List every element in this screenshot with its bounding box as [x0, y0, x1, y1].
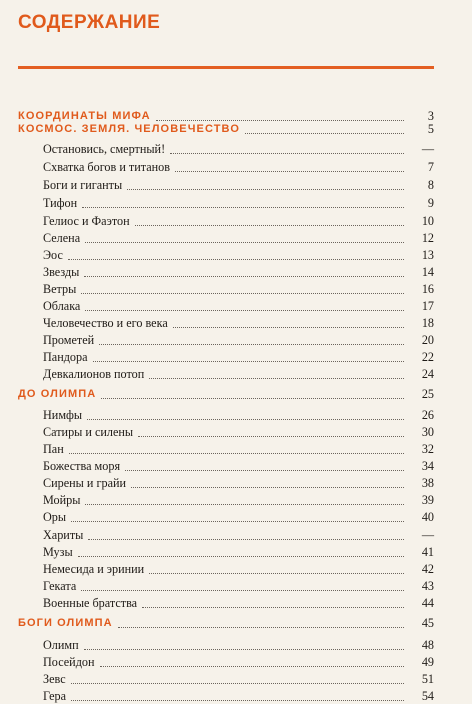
dot-leader — [71, 521, 404, 522]
toc-entry-title: Эос — [43, 248, 63, 262]
dot-leader — [81, 590, 404, 591]
toc-entry-title: Пан — [43, 442, 64, 456]
toc-section-title: ДО ОЛИМПА — [18, 388, 97, 400]
page-number: 3 — [427, 109, 434, 123]
page-number: 39 — [421, 493, 434, 507]
page-number: 17 — [421, 299, 434, 313]
toc-entry — [0, 595, 472, 611]
toc-entry — [0, 230, 472, 246]
toc-entry-title: Боги и гиганты — [43, 178, 123, 192]
toc-entry-title: Геката — [43, 579, 77, 593]
toc-entry-title: Ветры — [43, 282, 77, 296]
page-number: 10 — [421, 214, 434, 228]
page-number: 49 — [421, 655, 434, 669]
dot-leader — [101, 398, 404, 399]
toc-entry — [0, 671, 472, 687]
toc-entry — [0, 281, 472, 297]
toc-entry — [0, 213, 472, 229]
dot-leader — [93, 361, 404, 362]
page-number: 26 — [421, 408, 434, 422]
toc-entry — [0, 247, 472, 263]
toc-entry-title: Олимп — [43, 638, 79, 652]
page-number: 9 — [427, 196, 434, 210]
page-number: 22 — [421, 350, 434, 364]
toc-entry-title: Остановись, смертный! — [43, 142, 166, 156]
page-number: 54 — [421, 689, 434, 703]
dot-leader — [175, 171, 404, 172]
toc-entry — [0, 637, 472, 653]
toc-entry-title: Гелиос и Фаэтон — [43, 214, 130, 228]
page-number: 13 — [421, 248, 434, 262]
toc-entry-title: Девкалионов потоп — [43, 367, 145, 381]
page-number: 5 — [427, 122, 434, 136]
toc-entry-title: Селена — [43, 231, 81, 245]
dot-leader — [135, 225, 404, 226]
dot-leader — [99, 344, 404, 345]
toc-entry — [0, 492, 472, 508]
toc-entry-title: Звезды — [43, 265, 80, 279]
page-number: 8 — [427, 178, 434, 192]
toc-entry — [0, 264, 472, 280]
toc-entry-title: Мойры — [43, 493, 81, 507]
toc-entry-title: Тифон — [43, 196, 78, 210]
page-number: 24 — [421, 367, 434, 381]
toc-section-title: КОСМОС. ЗЕМЛЯ. ЧЕЛОВЕЧЕСТВО — [18, 123, 240, 135]
toc-entry — [0, 688, 472, 704]
dot-leader — [87, 419, 404, 420]
page-number: 32 — [421, 442, 434, 456]
page-number: 45 — [421, 616, 434, 630]
toc-entry — [0, 441, 472, 457]
page-number: 38 — [421, 476, 434, 490]
toc-section — [0, 386, 472, 402]
toc-entry-title: Божества моря — [43, 459, 121, 473]
toc-entry — [0, 544, 472, 560]
toc-entry — [0, 349, 472, 365]
dot-leader — [138, 436, 404, 437]
toc-entry — [0, 424, 472, 440]
toc-entry — [0, 366, 472, 382]
toc-section-title: БОГИ ОЛИМПА — [18, 617, 113, 629]
dot-leader — [118, 627, 404, 628]
dot-leader — [131, 487, 404, 488]
toc-entry-title: Зевс — [43, 672, 66, 686]
page-number: 34 — [421, 459, 434, 473]
toc-entry-title: Человечество и его века — [43, 316, 168, 330]
page-number: 18 — [421, 316, 434, 330]
toc-entry — [0, 332, 472, 348]
page-number: 51 — [421, 672, 434, 686]
toc-entry — [0, 159, 472, 175]
page-title: СОДЕРЖАНИЕ — [18, 12, 161, 33]
dot-leader — [84, 276, 404, 277]
page-number: 43 — [421, 579, 434, 593]
toc-entry — [0, 527, 472, 543]
dot-leader — [78, 556, 404, 557]
page-number: — — [421, 142, 434, 156]
page-number: 30 — [421, 425, 434, 439]
page-number: 48 — [421, 638, 434, 652]
dot-leader — [85, 310, 404, 311]
page-number: 42 — [421, 562, 434, 576]
dot-leader — [81, 293, 404, 294]
dot-leader — [173, 327, 404, 328]
dot-leader — [100, 666, 404, 667]
page-number: 20 — [421, 333, 434, 347]
toc-entry-title: Оры — [43, 510, 67, 524]
dot-leader — [85, 504, 404, 505]
toc-entry-title: Облака — [43, 299, 81, 313]
toc-entry-title: Посейдон — [43, 655, 95, 669]
toc-entry — [0, 475, 472, 491]
page-number: 40 — [421, 510, 434, 524]
page-number: 7 — [427, 160, 434, 174]
toc-section — [0, 121, 472, 137]
toc-entry — [0, 315, 472, 331]
page-number: 12 — [421, 231, 434, 245]
toc-entry-title: Схватка богов и титанов — [43, 160, 170, 174]
dot-leader — [149, 573, 404, 574]
toc-entry-title: Сатиры и силены — [43, 425, 134, 439]
dot-leader — [149, 378, 404, 379]
page-number: 44 — [421, 596, 434, 610]
dot-leader — [142, 607, 404, 608]
dot-leader — [71, 683, 404, 684]
page-number: 14 — [421, 265, 434, 279]
toc-entry-title: Гера — [43, 689, 67, 703]
toc-entry-title: Нимфы — [43, 408, 83, 422]
page-number: 41 — [421, 545, 434, 559]
dot-leader — [245, 133, 404, 134]
dot-leader — [84, 649, 404, 650]
toc-section — [0, 615, 472, 631]
toc-entry — [0, 177, 472, 193]
page-number: 25 — [421, 387, 434, 401]
toc-entry — [0, 141, 472, 157]
toc-entry-title: Сирены и грайи — [43, 476, 127, 490]
dot-leader — [82, 207, 404, 208]
toc-entry — [0, 654, 472, 670]
toc-entry — [0, 458, 472, 474]
toc-entry-title: Пандора — [43, 350, 88, 364]
toc-entry — [0, 298, 472, 314]
toc-entry-title: Военные братства — [43, 596, 138, 610]
page-number: 16 — [421, 282, 434, 296]
toc-entry — [0, 578, 472, 594]
toc-entry-title: Музы — [43, 545, 73, 559]
toc-entry — [0, 407, 472, 423]
toc-section-title: КООРДИНАТЫ МИФА — [18, 110, 151, 122]
toc-entry — [0, 509, 472, 525]
dot-leader — [85, 242, 404, 243]
toc-entry — [0, 561, 472, 577]
toc-entry-title: Хариты — [43, 528, 84, 542]
dot-leader — [71, 700, 404, 701]
toc-entry — [0, 195, 472, 211]
dot-leader — [88, 539, 404, 540]
page-number: — — [421, 528, 434, 542]
dot-leader — [127, 189, 404, 190]
dot-leader — [125, 470, 404, 471]
dot-leader — [170, 153, 404, 154]
toc-entry-title: Прометей — [43, 333, 95, 347]
dot-leader — [68, 259, 404, 260]
toc-entry-title: Немесида и эринии — [43, 562, 145, 576]
dot-leader — [69, 453, 404, 454]
